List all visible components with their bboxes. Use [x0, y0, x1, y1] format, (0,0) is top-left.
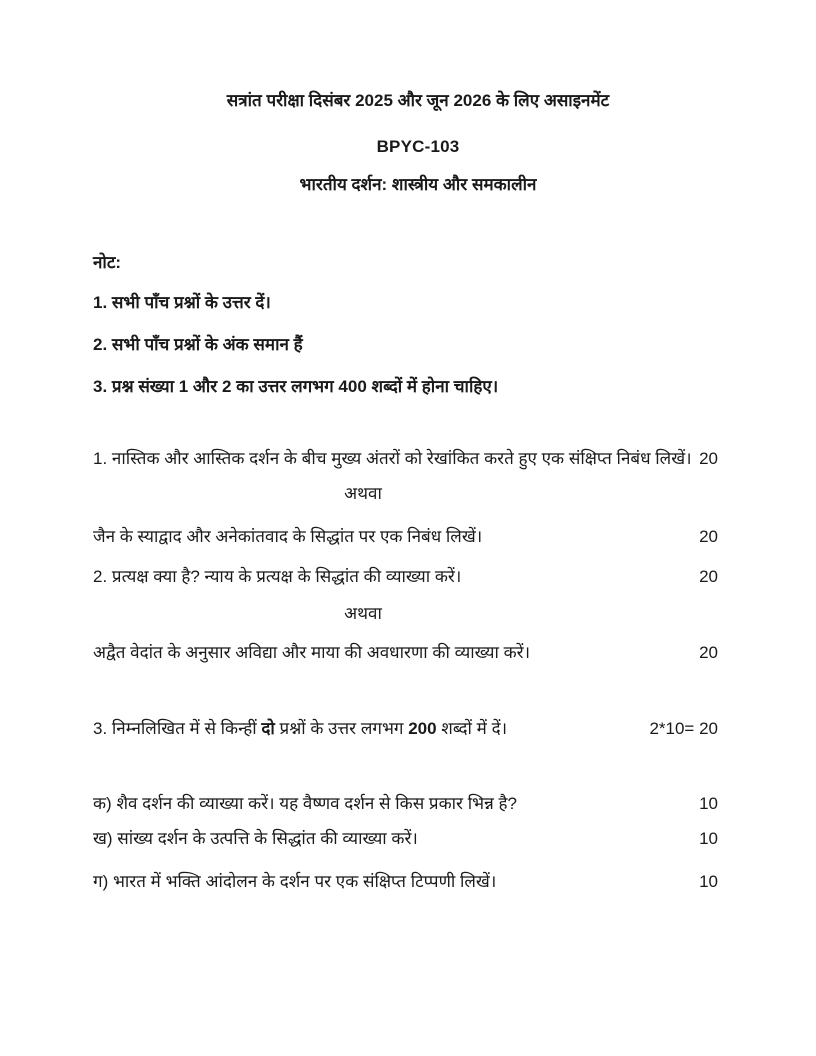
- or-separator-2: अथवा: [344, 604, 382, 623]
- document-title: सत्रांत परीक्षा दिसंबर 2025 और जून 2026 के लिए असाइनमेंट: [226, 91, 610, 110]
- question-3-sub-a: [93, 788, 743, 820]
- question-3-emphasis-200: 200: [408, 719, 437, 738]
- question-1-text: 1. नास्तिक और आस्तिक दर्शन के बीच मुख्य अंतरों को रेखांकित करते हुए एक संक्षिप्त निबंध लिखें।: [93, 449, 692, 468]
- question-3: [93, 713, 743, 745]
- question-1-alternative-marks: 20: [699, 527, 718, 546]
- question-3-marks: 2*10= 20: [649, 719, 718, 738]
- question-3-sub-a-marks: 10: [699, 794, 718, 813]
- question-2-marks: 20: [699, 567, 718, 586]
- course-title: भारतीय दर्शन: शास्त्रीय और समकालीन: [299, 175, 537, 194]
- question-3-text-part2: प्रश्नों के उत्तर लगभग: [274, 719, 409, 738]
- question-3-sub-b-text: ख) सांख्य दर्शन के उत्पत्ति के सिद्धांत की व्याख्या करें।: [93, 829, 418, 848]
- question-2-text: 2. प्रत्यक्ष क्या है? न्याय के प्रत्यक्ष के सिद्धांत की व्याख्या करें।: [93, 567, 462, 586]
- question-3-sub-b: [93, 823, 743, 855]
- note-item-3: 3. प्रश्न संख्या 1 और 2 का उत्तर लगभग 400 शब्दों में होना चाहिए।: [93, 377, 499, 396]
- note-item-2: 2. सभी पाँच प्रश्नों के अंक समान हैं: [93, 335, 303, 354]
- question-3-sub-c-marks: 10: [699, 872, 718, 891]
- question-1-marks: 20: [699, 449, 718, 468]
- question-3-text: [93, 713, 743, 745]
- course-code: BPYC-103: [376, 137, 460, 156]
- question-3-sub-c-text: ग) भारत में भक्ति आंदोलन के दर्शन पर एक संक्षिप्त टिप्पणी लिखें।: [93, 872, 497, 891]
- question-3-sub-b-marks: 10: [699, 829, 718, 848]
- question-1: [93, 443, 743, 475]
- question-3-text-part3: शब्दों में दें।: [436, 719, 508, 738]
- question-2-alternative: [93, 637, 743, 669]
- or-separator-1: अथवा: [344, 484, 382, 503]
- note-item-1: 1. सभी पाँच प्रश्नों के उत्तर दें।: [93, 293, 271, 312]
- document-content: [93, 0, 743, 898]
- question-2: [93, 561, 743, 593]
- note-heading: नोट:: [93, 253, 122, 272]
- question-1-alternative-text: जैन के स्याद्वाद और अनेकांतवाद के सिद्धांत पर एक निबंध लिखें।: [93, 527, 483, 546]
- question-1-alternative: [93, 521, 743, 553]
- question-3-text-part1: 3. निम्नलिखित में से किन्हीं: [93, 719, 262, 738]
- question-3-sub-a-text: क) शैव दर्शन की व्याख्या करें। यह वैष्णव दर्शन से किस प्रकार भिन्न है?: [93, 794, 517, 813]
- question-3-emphasis-do: दो: [261, 719, 275, 738]
- question-3-sub-c: [93, 866, 743, 898]
- question-2-alternative-text: अद्वैत वेदांत के अनुसार अविद्या और माया की अवधारणा की व्याख्या करें।: [93, 643, 531, 662]
- question-2-alternative-marks: 20: [699, 643, 718, 662]
